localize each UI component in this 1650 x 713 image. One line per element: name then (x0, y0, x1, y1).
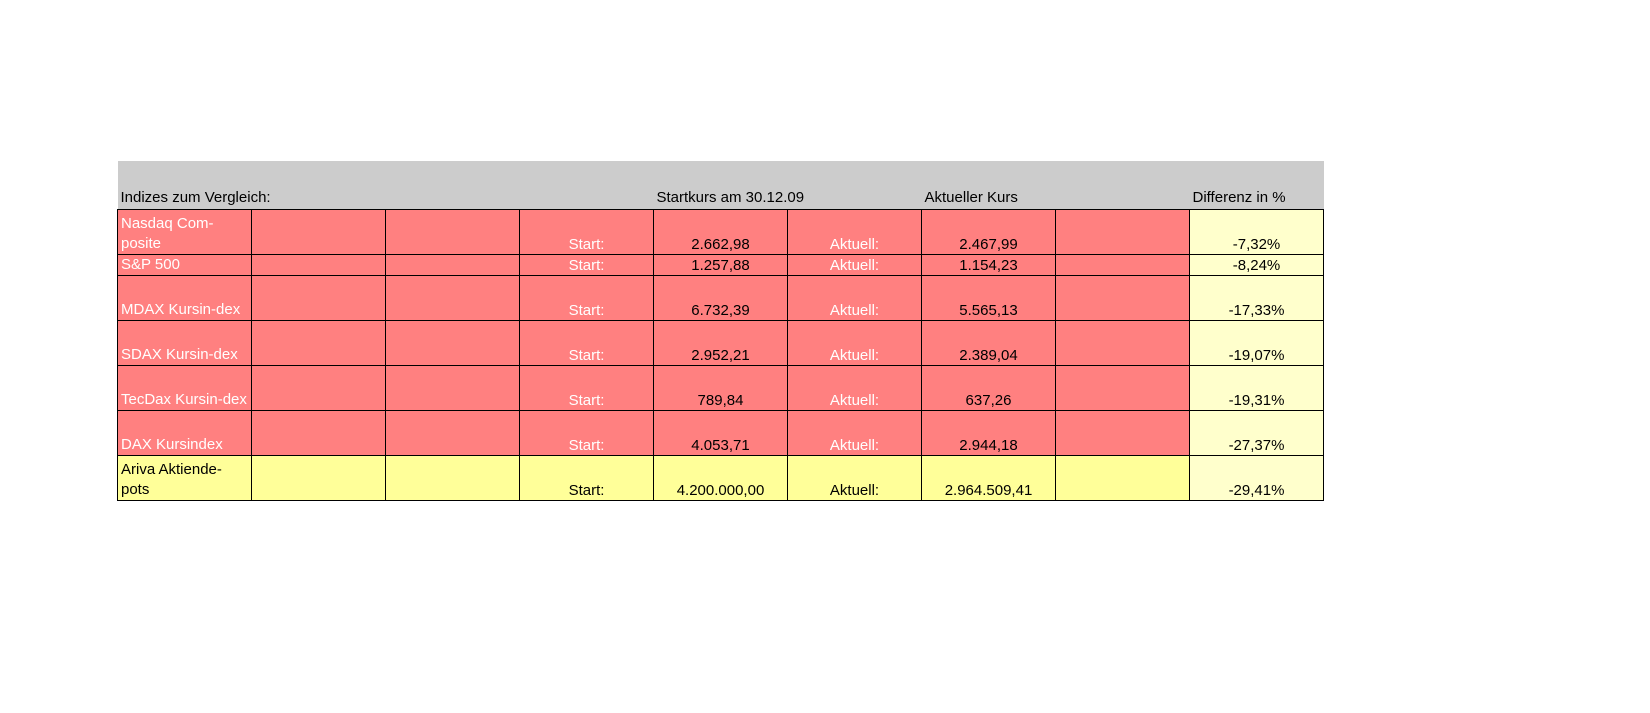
empty-cell (1056, 366, 1190, 411)
start-label: Start: (520, 255, 654, 276)
current-label: Aktuell: (788, 456, 922, 501)
difference-value: -7,32% (1190, 210, 1324, 255)
index-name: SDAX Kursin-dex (118, 321, 252, 366)
start-label: Start: (520, 210, 654, 255)
start-value: 2.952,21 (654, 321, 788, 366)
header-difference: Differenz in % (1190, 161, 1324, 210)
header-start-price: Startkurs am 30.12.09 (654, 161, 922, 210)
comparison-table (117, 161, 1324, 501)
empty-cell (386, 276, 520, 321)
empty-cell (252, 366, 386, 411)
header-current-price: Aktueller Kurs (922, 161, 1190, 210)
start-value: 4.053,71 (654, 411, 788, 456)
start-label: Start: (520, 456, 654, 501)
index-name: S&P 500 (118, 255, 252, 276)
empty-cell (1056, 276, 1190, 321)
depot-name: Ariva Aktiende-pots (118, 456, 252, 501)
table-row (118, 411, 1324, 456)
current-label: Aktuell: (788, 366, 922, 411)
header-indices: Indizes zum Vergleich: (118, 161, 654, 210)
current-value: 2.467,99 (922, 210, 1056, 255)
empty-cell (252, 210, 386, 255)
start-value: 6.732,39 (654, 276, 788, 321)
empty-cell (386, 411, 520, 456)
empty-cell (1056, 210, 1190, 255)
difference-value: -19,31% (1190, 366, 1324, 411)
start-label: Start: (520, 411, 654, 456)
empty-cell (252, 411, 386, 456)
difference-value: -8,24% (1190, 255, 1324, 276)
index-name: DAX Kursindex (118, 411, 252, 456)
start-label: Start: (520, 366, 654, 411)
difference-value: -17,33% (1190, 276, 1324, 321)
table-row (118, 456, 1324, 501)
empty-cell (1056, 456, 1190, 501)
start-label: Start: (520, 321, 654, 366)
start-value: 1.257,88 (654, 255, 788, 276)
table-row (118, 366, 1324, 411)
table-row (118, 321, 1324, 366)
empty-cell (1056, 255, 1190, 276)
current-value: 5.565,13 (922, 276, 1056, 321)
start-value: 2.662,98 (654, 210, 788, 255)
empty-cell (252, 255, 386, 276)
current-value: 1.154,23 (922, 255, 1056, 276)
empty-cell (386, 321, 520, 366)
index-name: MDAX Kursin-dex (118, 276, 252, 321)
start-label: Start: (520, 276, 654, 321)
empty-cell (252, 321, 386, 366)
difference-value: -19,07% (1190, 321, 1324, 366)
empty-cell (386, 210, 520, 255)
index-name: TecDax Kursin-dex (118, 366, 252, 411)
empty-cell (386, 255, 520, 276)
empty-cell (386, 456, 520, 501)
table-row (118, 210, 1324, 255)
table-row (118, 255, 1324, 276)
difference-value: -29,41% (1190, 456, 1324, 501)
empty-cell (252, 456, 386, 501)
current-value: 2.944,18 (922, 411, 1056, 456)
current-value: 637,26 (922, 366, 1056, 411)
current-label: Aktuell: (788, 276, 922, 321)
start-value: 789,84 (654, 366, 788, 411)
empty-cell (386, 366, 520, 411)
empty-cell (1056, 321, 1190, 366)
empty-cell (1056, 411, 1190, 456)
empty-cell (252, 276, 386, 321)
current-label: Aktuell: (788, 210, 922, 255)
index-name: Nasdaq Com-posite (118, 210, 252, 255)
current-label: Aktuell: (788, 411, 922, 456)
header-row (118, 161, 1324, 210)
current-value: 2.964.509,41 (922, 456, 1056, 501)
start-value: 4.200.000,00 (654, 456, 788, 501)
difference-value: -27,37% (1190, 411, 1324, 456)
current-label: Aktuell: (788, 321, 922, 366)
current-value: 2.389,04 (922, 321, 1056, 366)
table-row (118, 276, 1324, 321)
current-label: Aktuell: (788, 255, 922, 276)
